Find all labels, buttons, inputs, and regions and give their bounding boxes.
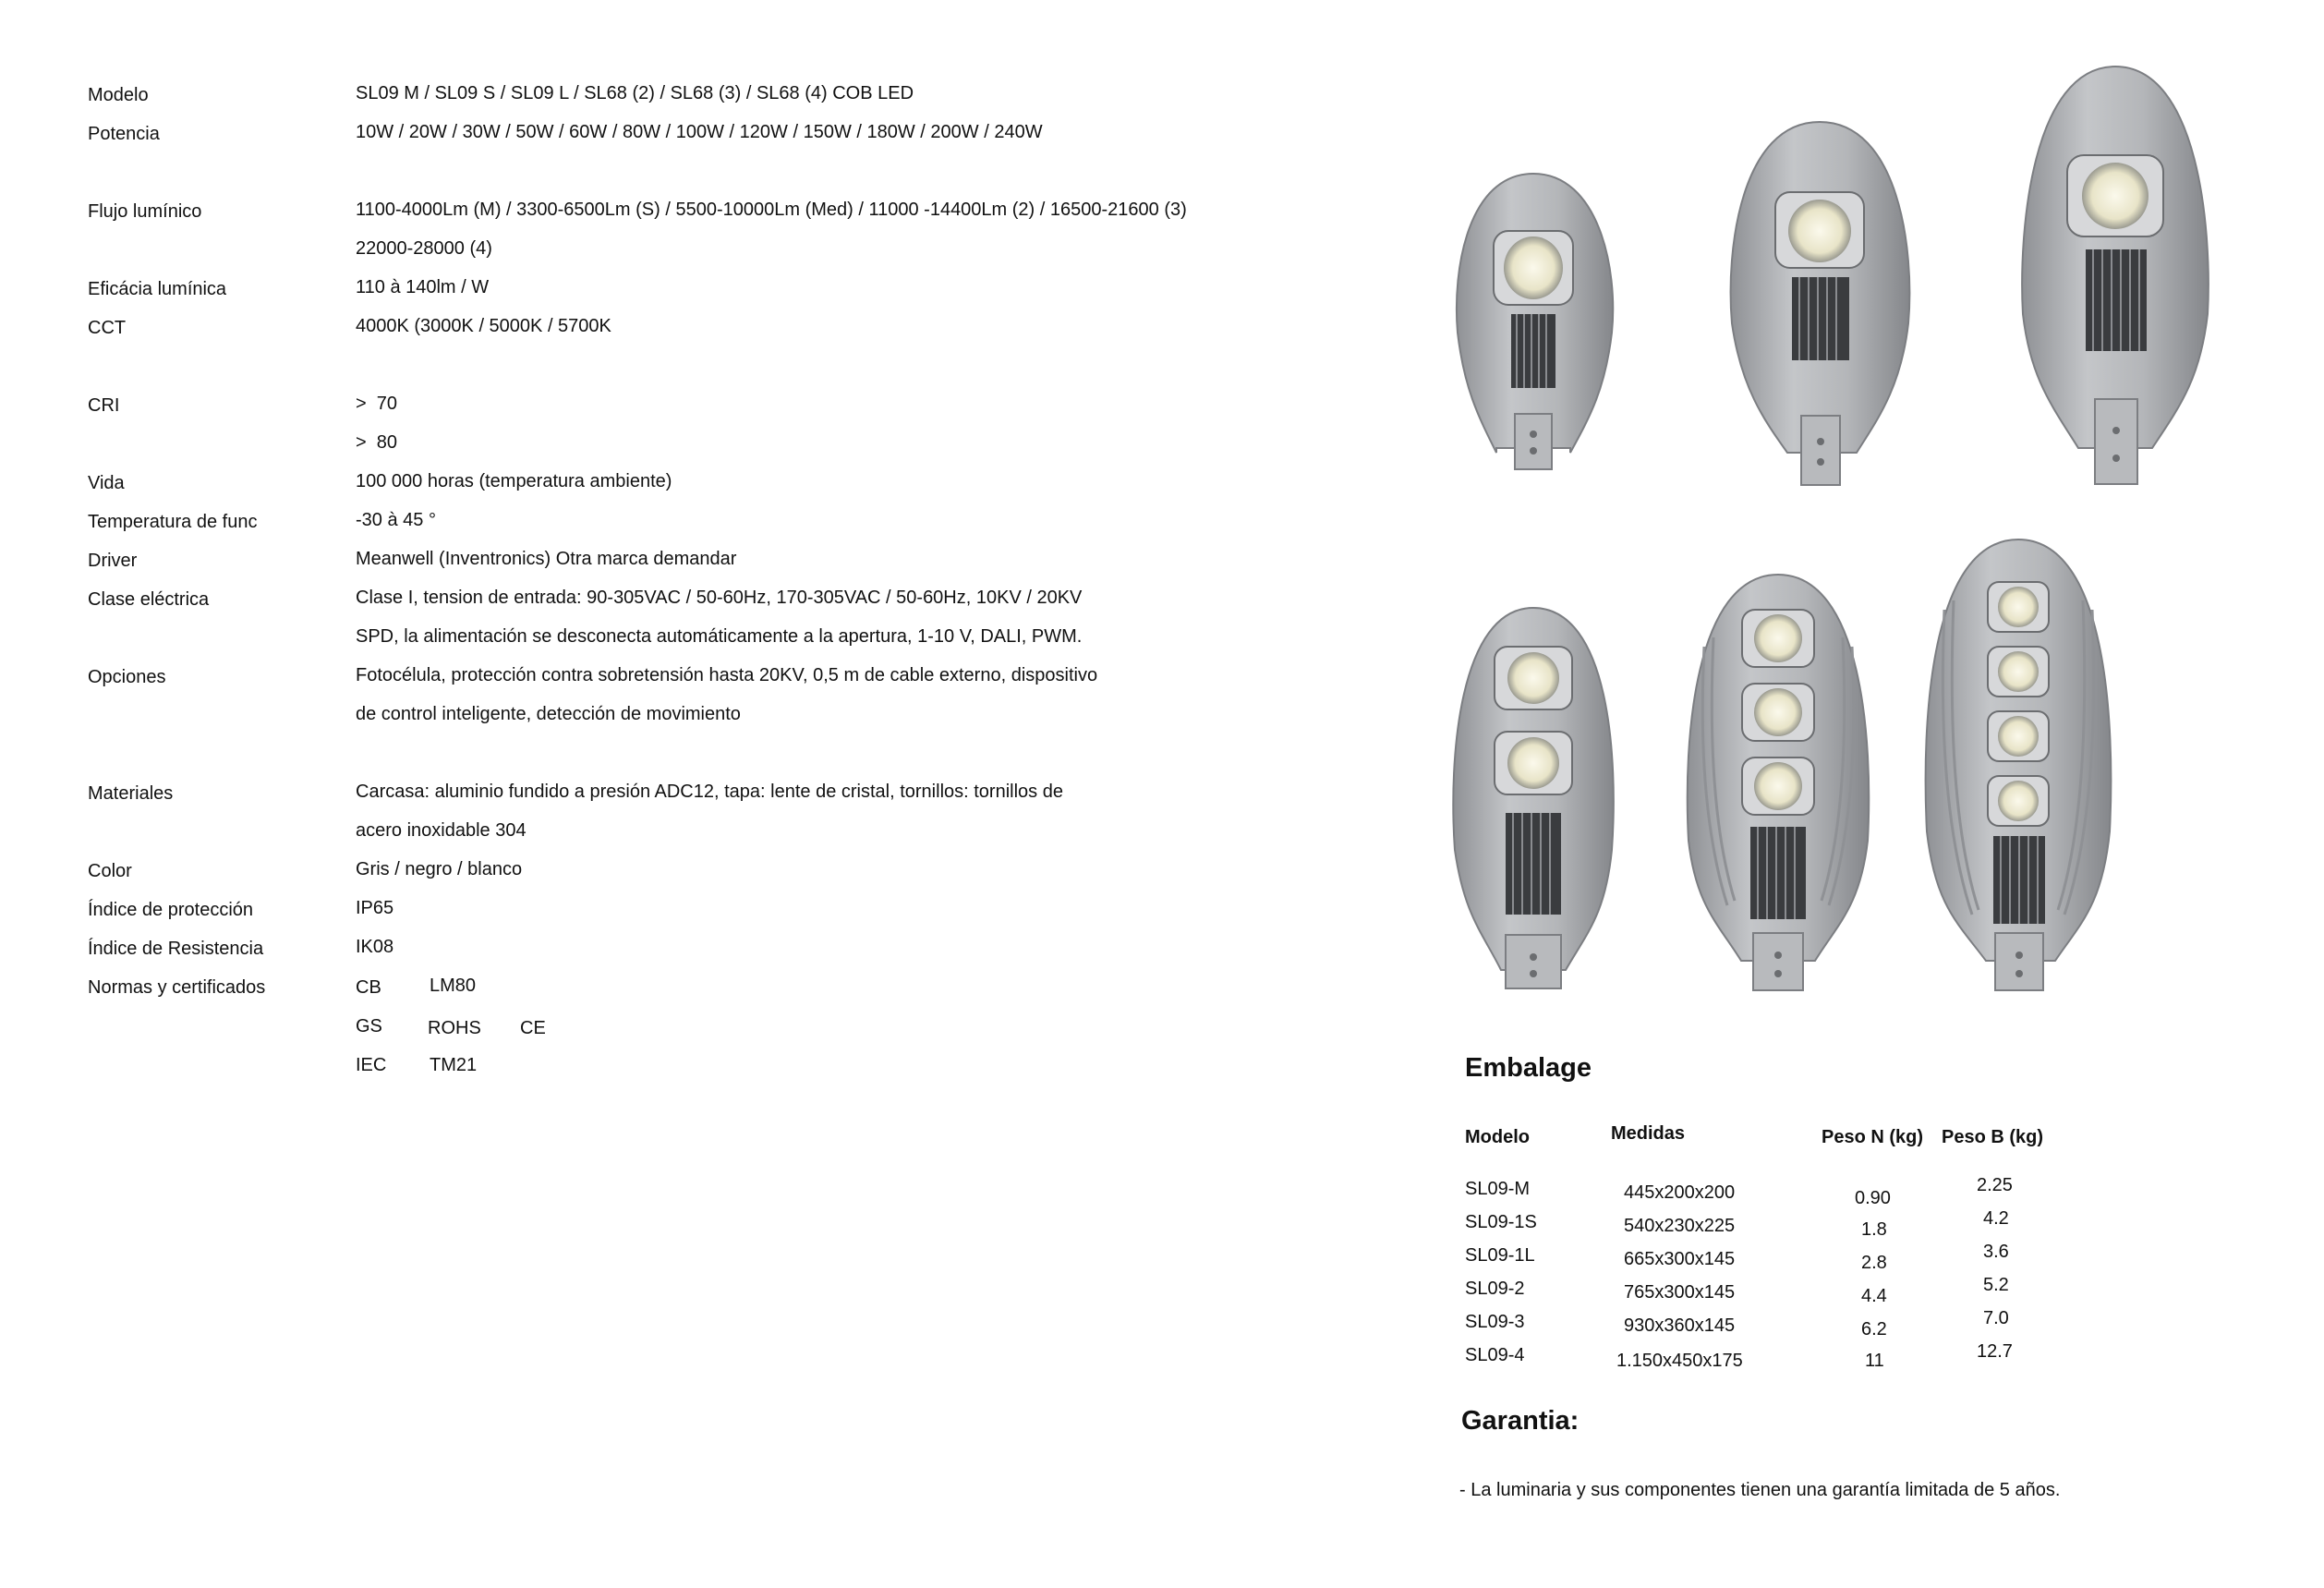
table-cell-medidas: 665x300x145 <box>1624 1249 1736 1269</box>
cert-rohs: ROHS <box>428 1018 481 1038</box>
spec-value-temperatura: -30 à 45 ° <box>356 510 436 530</box>
table-cell-peso-b: 12.7 <box>1977 1341 2013 1362</box>
lamp-sl09-m-image <box>1457 174 1613 469</box>
table-cell-peso-n: 4.4 <box>1861 1286 1887 1306</box>
table-cell-medidas: 1.150x450x175 <box>1616 1351 1743 1371</box>
spec-value-cri-2: > 80 <box>356 432 398 453</box>
spec-value-resistencia: IK08 <box>356 937 394 957</box>
table-cell-modelo: SL09-2 <box>1465 1279 1525 1299</box>
spec-label-eficacia: Eficácia lumínica <box>88 279 227 299</box>
spec-label-driver: Driver <box>88 551 138 571</box>
spec-label-cri: CRI <box>88 395 120 416</box>
cert-cb: CB <box>356 977 381 998</box>
spec-label-cct: CCT <box>88 318 127 338</box>
table-cell-peso-n: 2.8 <box>1861 1253 1887 1273</box>
table-cell-peso-n: 0.90 <box>1855 1188 1891 1208</box>
col-header-modelo: Modelo <box>1465 1127 1530 1147</box>
table-cell-peso-n: 6.2 <box>1861 1319 1887 1339</box>
spec-value-driver: Meanwell (Inventronics) Otra marca demandar <box>356 549 737 569</box>
lamp-sl09-s-image <box>1731 122 1910 485</box>
table-cell-modelo: SL09-1L <box>1465 1245 1535 1266</box>
cert-ce: CE <box>520 1018 546 1038</box>
spec-label-opciones: Opciones <box>88 667 166 687</box>
table-cell-medidas: 765x300x145 <box>1624 1282 1736 1303</box>
table-cell-peso-n: 11 <box>1865 1351 1884 1371</box>
spec-value-clase-2: SPD, la alimentación se desconecta automáticamente a la apertura, 1-10 V, DALI, PWM. <box>356 626 1083 647</box>
cert-gs: GS <box>356 1016 382 1036</box>
table-cell-modelo: SL09-4 <box>1465 1345 1525 1365</box>
spec-value-eficacia: 110 à 140lm / W <box>356 277 490 297</box>
table-cell-modelo: SL09-3 <box>1465 1312 1525 1332</box>
garantia-title: Garantia: <box>1461 1406 1580 1436</box>
spec-label-flujo: Flujo lumínico <box>88 201 202 222</box>
spec-value-modelo: SL09 M / SL09 S / SL09 L / SL68 (2) / SL68 (3) / SL68 (4) COB LED <box>356 83 914 103</box>
table-cell-peso-b: 7.0 <box>1983 1308 2009 1328</box>
spec-value-proteccion: IP65 <box>356 898 394 918</box>
col-header-peso-n: Peso N (kg) <box>1822 1127 1924 1147</box>
spec-label-normas: Normas y certificados <box>88 977 266 998</box>
spec-value-flujo-2: 22000-28000 (4) <box>356 238 492 259</box>
lamp-sl09-4-image <box>1926 539 2112 990</box>
lamp-sl09-2-image <box>1453 608 1614 988</box>
spec-value-cri: > 70 <box>356 394 398 414</box>
spec-value-flujo: 1100-4000Lm (M) / 3300-6500Lm (S) / 5500-10000Lm (Med) / 11000 -14400Lm (2) / 16500-21600 (3) <box>356 200 1187 220</box>
cert-lm80: LM80 <box>430 976 477 996</box>
spec-label-temperatura: Temperatura de func <box>88 512 258 532</box>
table-cell-peso-b: 4.2 <box>1983 1208 2009 1229</box>
spec-value-materiales-2: acero inoxidable 304 <box>356 820 527 841</box>
lamp-sl09-3-image <box>1688 575 1869 990</box>
table-cell-peso-b: 3.6 <box>1983 1242 2009 1262</box>
lamp-sl09-l-image <box>2022 67 2209 484</box>
spec-value-opciones-2: de control inteligente, detección de movimiento <box>356 704 741 724</box>
spec-value-clase: Clase I, tension de entrada: 90-305VAC / 50-60Hz, 170-305VAC / 50-60Hz, 10KV / 20KV <box>356 588 1083 608</box>
table-cell-modelo: SL09-M <box>1465 1179 1531 1199</box>
col-header-peso-b: Peso B (kg) <box>1942 1127 2044 1147</box>
table-cell-medidas: 930x360x145 <box>1624 1315 1736 1336</box>
table-cell-medidas: 540x230x225 <box>1624 1216 1736 1236</box>
spec-label-resistencia: Índice de Resistencia <box>88 939 264 959</box>
table-cell-peso-b: 5.2 <box>1983 1275 2009 1295</box>
spec-label-clase: Clase eléctrica <box>88 589 210 610</box>
table-cell-medidas: 445x200x200 <box>1624 1182 1736 1203</box>
spec-label-proteccion: Índice de protección <box>88 900 254 920</box>
col-header-medidas: Medidas <box>1611 1123 1686 1144</box>
spec-value-cct: 4000K (3000K / 5000K / 5700K <box>356 316 611 336</box>
cert-iec: IEC <box>356 1055 387 1075</box>
spec-value-potencia: 10W / 20W / 30W / 50W / 60W / 80W / 100W / 120W / 150W / 180W / 200W / 240W <box>356 122 1043 142</box>
spec-label-potencia: Potencia <box>88 124 160 144</box>
table-cell-peso-b: 2.25 <box>1977 1175 2013 1195</box>
spec-value-color: Gris / negro / blanco <box>356 859 523 879</box>
table-cell-modelo: SL09-1S <box>1465 1212 1537 1232</box>
embalage-title: Embalage <box>1465 1053 1592 1083</box>
spec-label-vida: Vida <box>88 473 125 493</box>
spec-value-opciones: Fotocélula, protección contra sobretensión hasta 20KV, 0,5 m de cable externo, dispositivo <box>356 665 1098 685</box>
spec-label-color: Color <box>88 861 132 881</box>
spec-value-vida: 100 000 horas (temperatura ambiente) <box>356 471 672 491</box>
spec-value-materiales: Carcasa: aluminio fundido a presión ADC12, tapa: lente de cristal, tornillos: tornillos de <box>356 782 1063 802</box>
garantia-text: - La luminaria y sus componentes tienen una garantía limitada de 5 años. <box>1459 1480 2061 1500</box>
spec-label-materiales: Materiales <box>88 783 174 804</box>
cert-tm21: TM21 <box>430 1055 478 1075</box>
spec-label-modelo: Modelo <box>88 85 149 105</box>
table-cell-peso-n: 1.8 <box>1861 1219 1887 1240</box>
